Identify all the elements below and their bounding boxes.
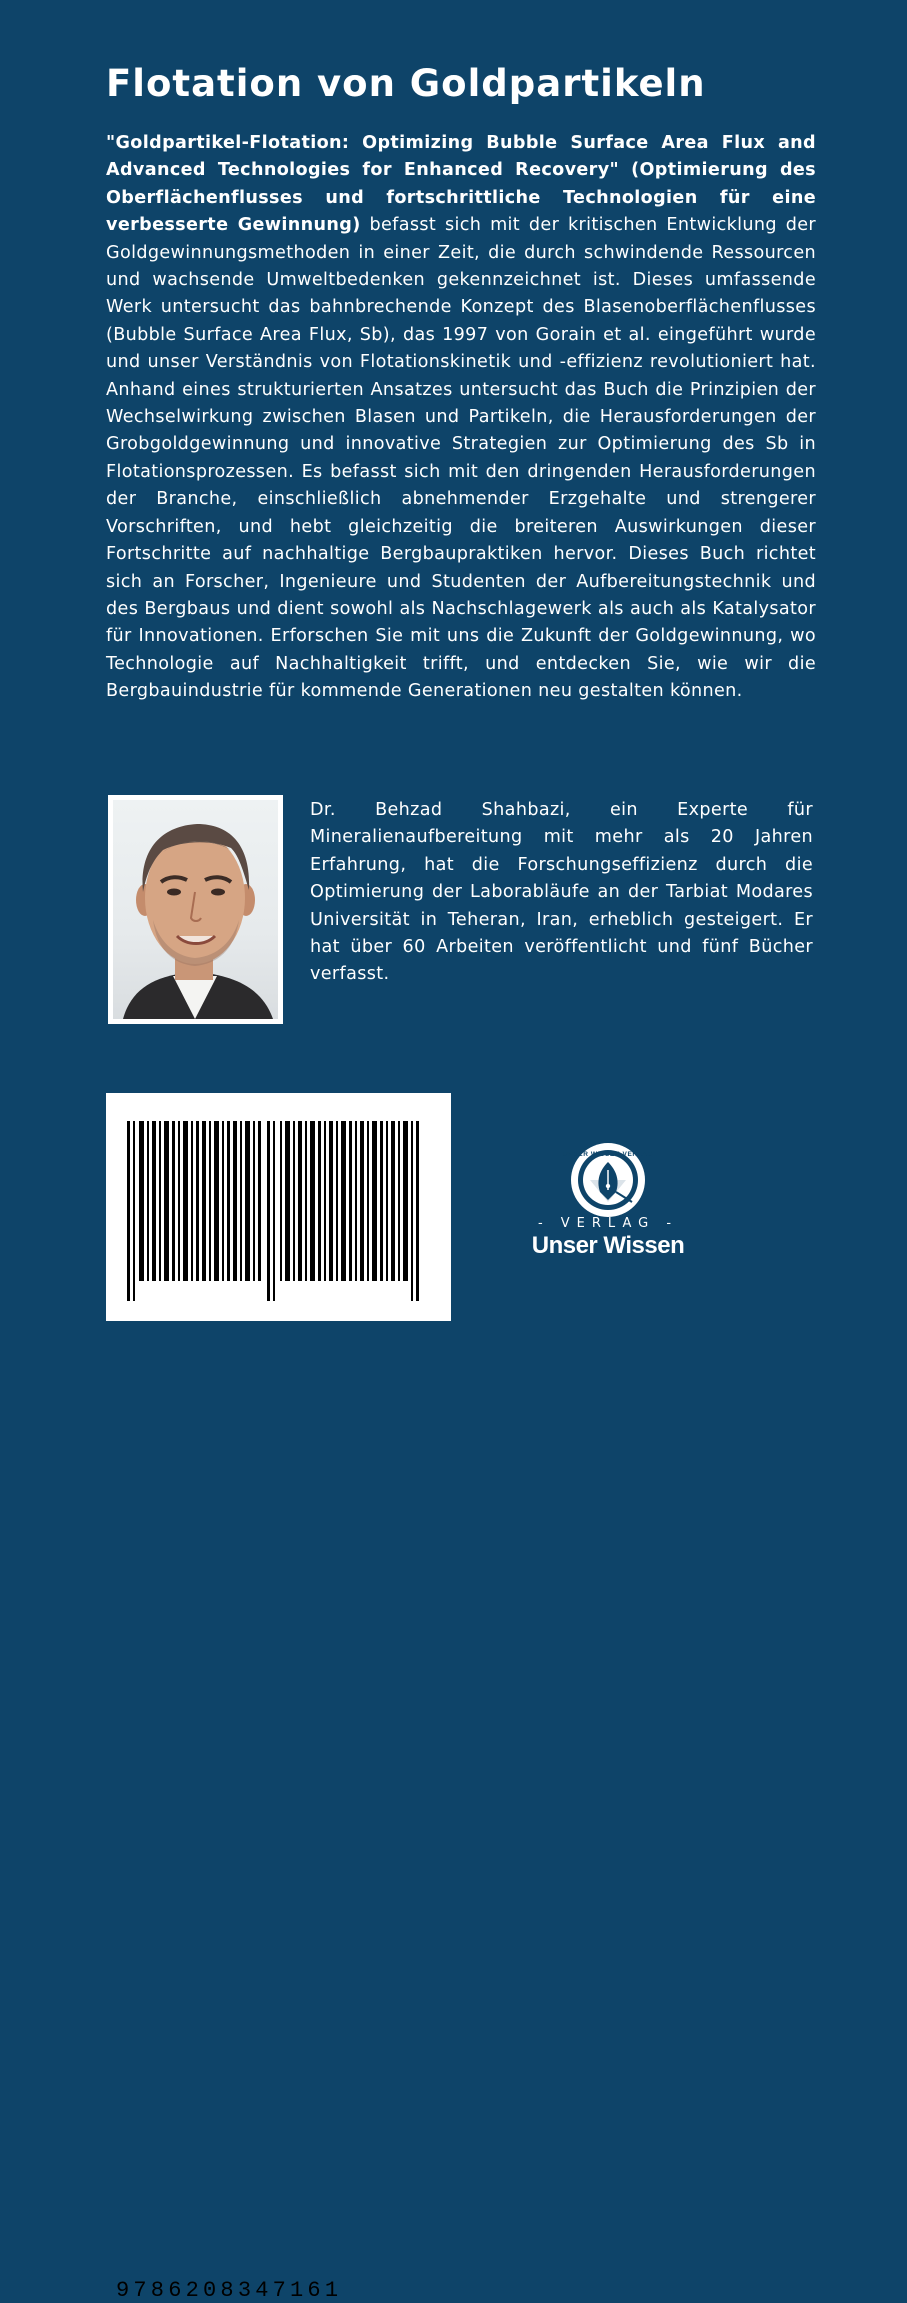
- publisher-verlag-label: - VERLAG -: [537, 1216, 679, 1231]
- publisher-name: Unser Wissen: [531, 1232, 685, 1259]
- isbn-number: 9786208347161: [116, 2278, 343, 2303]
- publisher-ring-text: UNSER WISSEN VERLAG: [562, 1151, 654, 1158]
- pen-nib-icon: [520, 1140, 700, 1220]
- author-photo-frame: [108, 795, 283, 1024]
- barcode-bars: [106, 1093, 451, 1321]
- book-title: Flotation von Goldpartikeln: [106, 62, 706, 105]
- isbn-barcode: [106, 1093, 451, 2303]
- book-description: [106, 130, 816, 706]
- author-photo: [113, 800, 278, 1019]
- description-body: befasst sich mit der kritischen Entwicklung der Goldgewinnungsmethoden in einer Zeit, die durch schwindende Ressourcen und wachsende Umweltbedenken gekennzeichnet ist. Dieses umfassende Werk untersucht das bahnbrechende Konzept des Blasenoberflächenflusses (Bubble Surface Area Flux, Sb), das 1997 von Gorain et al. eingeführt wurde und unser Verständnis von Flotationskinetik und -effizienz revolutioniert hat. Anhand eines strukturierten Ansatzes untersucht das Buch die Prinzipien der Wechselwirkung zwischen Blasen und Partikeln, die Herausforderungen der Grobgoldgewinnung und innovative Strategien zur Optimierung des Sb in Flotationsprozessen. Es befasst sich mit den dringenden Herausforderungen der Branche, einschließlich abnehmender Erzgehalte und strengerer Vorschriften, und hebt gleichzeitig die breiteren Auswirkungen dieser Fortschritte auf nachhaltige Bergbaupraktiken hervor. Dieses Buch richtet sich an Forscher, Ingenieure und Studenten der Aufbereitungstechnik und des Bergbaus und dient sowohl als Nachschlagewerk als auch als Katalysator für Innovationen. Erforschen Sie mit uns die Zukunft der Goldgewinnung, wo Technologie auf Nachhaltigkeit trifft, und entdecken Sie, wie wir die Bergbauindustrie für kommende Generationen neu gestalten können.: [106, 215, 817, 702]
- author-bio: Dr. Behzad Shahbazi, ein Experte für Mineralienaufbereitung mit mehr als 20 Jahren Erfahrung, hat die Forschungseffizienz durch die Optimierung der Laborabläufe an der Tarbiat Modares Universität in Teheran, Iran, erheblich gesteigert. Er hat über 60 Arbeiten veröffentlicht und fünf Bücher verfasst.: [310, 800, 813, 985]
- description-bold-lead: "Goldpartikel-Flotation: Optimizing Bubble Surface Area Flux and Advanced Technologies for Enhanced Recovery" (Optimierung des Oberflächenflusses und fortschrittliche Technologien für eine verbesserte Gewinnung): [106, 133, 816, 236]
